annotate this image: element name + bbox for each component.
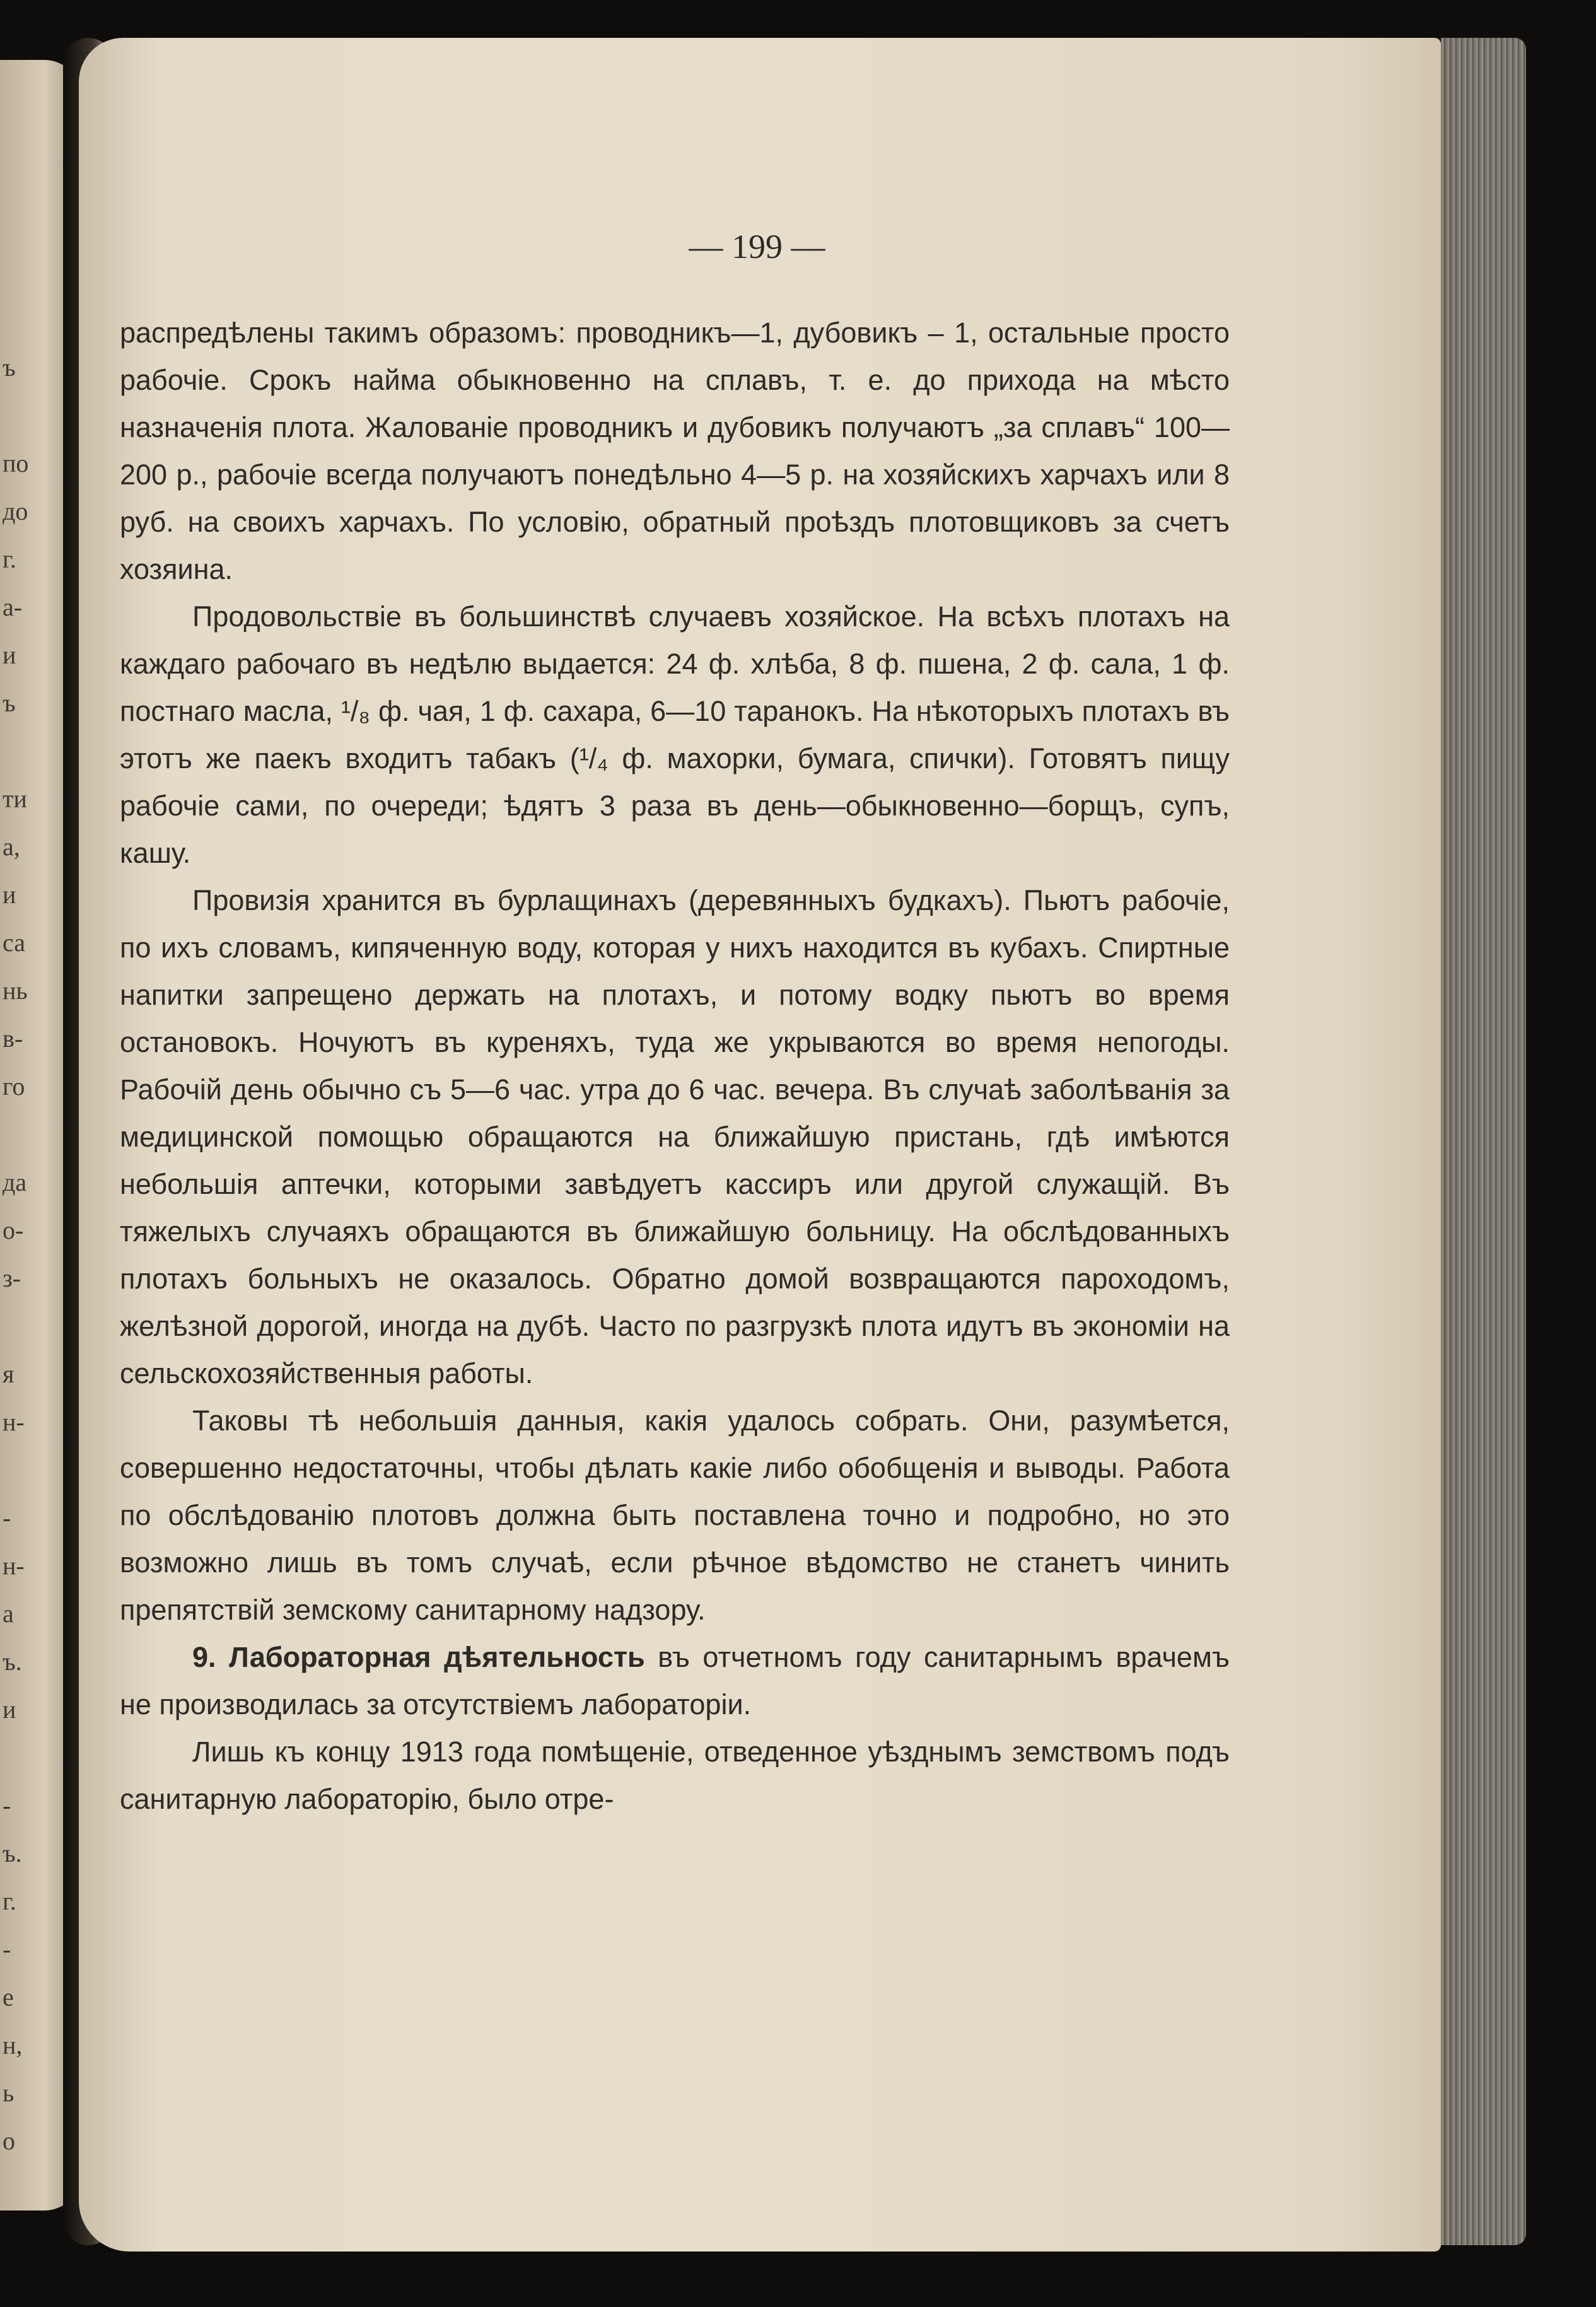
facing-page-fragment: н-: [3, 1551, 25, 1580]
page-number: — 199 —: [689, 228, 825, 266]
facing-page-fragment: ь: [3, 2079, 15, 2107]
facing-page-fragment: да: [3, 1168, 27, 1196]
facing-page-fragment: я: [3, 1360, 15, 1388]
facing-page-fragment: -: [3, 1935, 11, 1963]
page-stack-edge: [1441, 38, 1526, 2245]
facing-page-fragment: са: [3, 928, 25, 957]
facing-page-fragment: а,: [3, 832, 20, 861]
facing-page-fragment: [3, 1302, 34, 1350]
section-text: въ отчетномъ году санитарнымъ врачемъ не производилась за отсутствіемъ лабораторіи.: [120, 1641, 1230, 1720]
facing-page-fragment: о: [3, 2127, 15, 2155]
facing-page-fragment: н-: [3, 1408, 25, 1436]
page-body: [120, 309, 1230, 1823]
facing-page-fragment: нь: [3, 976, 28, 1005]
facing-page-fragment: ъ: [3, 353, 16, 382]
facing-page-fragment: [3, 1111, 34, 1159]
paragraph: распредѣлены такимъ образомъ: проводникъ—1, дубовикъ – 1, остальные просто рабочіе. Срокъ найма обыкновенно на сплавъ, т. е. до прихода на мѣсто назначенія плота. Жалованіе проводникъ и дубовикъ получаютъ „за сплавъ“ 100—200 р., рабочіе всегда получаютъ понедѣльно 4—5 р. на хозяйскихъ харчахъ или 8 руб. на своихъ харчахъ. По условію, обратный проѣздъ плотовщиковъ за счетъ хозяина.: [120, 317, 1230, 585]
facing-page-fragment: и: [3, 880, 16, 909]
facing-page-fragment: и: [3, 1695, 16, 1724]
section-heading: 9. Лабораторная дѣятельность: [192, 1641, 645, 1673]
facing-page-fragment: а-: [3, 593, 23, 621]
paragraph: Продовольствіе въ большинствѣ случаевъ хозяйское. На всѣхъ плотахъ на каждаго рабочаго въ недѣлю выдается: 24 ф. хлѣба, 8 ф. пшена, 2 ф. сала, 1 ф. постнаго масла, ¹/₈ ф. чая, 1 ф. сахара, 6—10 таранокъ. На нѣкоторыхъ плотахъ въ этотъ же паекъ входитъ табакъ (¹/₄ ф. махорки, бумага, спички). Готовятъ пищу рабочіе сами, по очереди; ѣдятъ 3 раза въ день—обыкновенно—борщъ, супъ, кашу.: [120, 600, 1230, 869]
paragraph: Провизія хранится въ бурлащинахъ (деревянныхъ будкахъ). Пьютъ рабочіе, по ихъ словамъ, кипяченную воду, которая у нихъ находится въ кубахъ. Спиртные напитки запрещено держать на плотахъ, и потому водку пьютъ во время остановокъ. Ночуютъ въ куреняхъ, туда же укрываются во время непогоды. Рабочій день обычно съ 5—6 час. утра до 6 час. вечера. Въ случаѣ заболѣванія за медицинской помощью обращаются на ближайшую пристань, гдѣ имѣются небольшія аптечки, которыми завѣдуетъ кассиръ или другой служащій. Въ тяжелыхъ случаяхъ обращаются въ ближайшую больницу. На обслѣдованныхъ плотахъ больныхъ не оказалось. Обратно домой возвращаются пароходомъ, желѣзной дорогой, иногда на дубѣ. Часто по разгрузкѣ плота идутъ въ экономіи на сельскохозяйственныя работы.: [120, 884, 1230, 1389]
facing-page-fragment: а: [3, 1599, 14, 1628]
facing-page-fragment: е: [3, 1983, 14, 2011]
section-paragraph: [120, 1633, 1230, 1728]
facing-page-fragment: ъ.: [3, 1839, 22, 1867]
facing-page-fragment: [3, 727, 34, 775]
facing-page-fragment: з-: [3, 1264, 21, 1292]
facing-page-fragment: ти: [3, 785, 27, 813]
facing-page-fragment: г.: [3, 545, 16, 573]
facing-page-fragment: [3, 1734, 34, 1782]
paragraph: Таковы тѣ небольшія данныя, какія удалось собрать. Они, разумѣется, совершенно недостаточны, чтобы дѣлать какіе либо обобщенія и выводы. Работа по обслѣдованію плотовъ должна быть поставлена точно и подробно, но это возможно лишь въ томъ случаѣ, если рѣчное вѣдомство не станетъ чинить препятствій земскому санитарному надзору.: [120, 1405, 1230, 1626]
facing-page-text-fragments: [3, 344, 34, 2165]
facing-page-fragment: -: [3, 1504, 11, 1532]
paragraph: Лишь къ концу 1913 года помѣщеніе, отведенное уѣзднымъ земствомъ подъ санитарную лабораторію, было отре-: [120, 1736, 1230, 1815]
facing-page-fragment: н,: [3, 2031, 23, 2059]
facing-page-fragment: ъ: [3, 689, 16, 717]
facing-page-fragment: до: [3, 497, 28, 525]
facing-page-fragment: о-: [3, 1216, 24, 1244]
facing-page-fragment: го: [3, 1072, 25, 1101]
facing-page-fragment: в-: [3, 1024, 23, 1053]
facing-page-fragment: -: [3, 1791, 11, 1819]
facing-page-fragment: и: [3, 641, 16, 669]
facing-page-fragment: г.: [3, 1887, 16, 1915]
facing-page-fragment: [3, 1446, 34, 1494]
facing-page-fragment: по: [3, 449, 29, 477]
facing-page-fragment: ъ.: [3, 1647, 22, 1676]
facing-page-fragment: [3, 392, 34, 440]
